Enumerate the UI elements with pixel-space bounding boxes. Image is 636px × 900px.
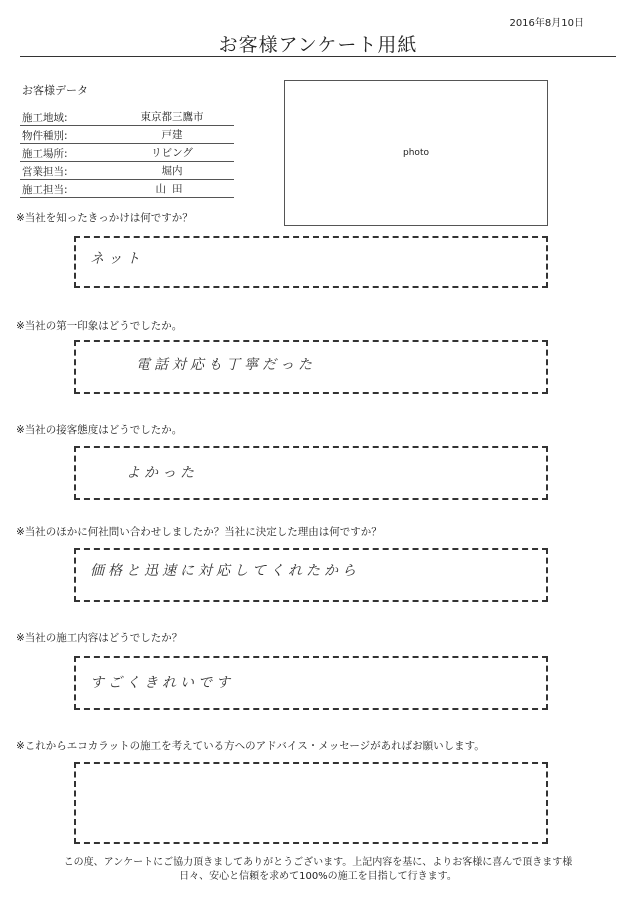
survey-date: 2016年8月10日 [509,18,584,29]
question-4: ※当社のほかに何社問い合わせしましたか？当社に決定した理由は何ですか？ [16,526,382,538]
answer-text: 価格と迅速に対応してくれたから [90,563,360,579]
question-1: ※当社を知ったきっかけは何ですか？ [16,212,193,224]
customer-data-table [20,108,234,198]
answer-text: すごくきれいです [90,675,234,691]
answer-box-3 [74,446,548,500]
answer-box-5 [74,656,548,710]
answer-box-1 [74,236,548,288]
info-value: 堀内 [161,165,183,177]
info-label: 施工地域: [22,112,68,124]
title-divider [20,56,616,57]
info-row-installer [20,180,234,198]
info-value: 東京都三鷹市 [140,111,204,123]
answer-box-6 [74,762,548,844]
info-row-area [20,108,234,126]
customer-data-heading: お客様データ [22,84,88,97]
info-value: 山田 [155,183,189,195]
question-3: ※当社の接客態度はどうでしたか。 [16,424,183,436]
footer-message [0,856,636,884]
info-label: 施工場所: [22,148,68,160]
photo-box [284,80,548,226]
answer-box-4 [74,548,548,602]
info-row-sales-rep [20,162,234,180]
info-label: 物件種別: [22,130,68,142]
footer-line-1: この度、アンケートにご協力頂きましてありがとうございます。上記内容を基に、よりお客様に喜んで頂きます様 [63,857,573,868]
question-6: ※これからエコカラットの施工を考えている方へのアドバイス・メッセージがあればお願いします。 [16,740,485,752]
photo-label: photo [403,148,429,158]
info-row-location [20,144,234,162]
info-row-property-type [20,126,234,144]
question-2: ※当社の第一印象はどうでしたか。 [16,320,183,332]
page-title: お客様アンケート用紙 [218,34,418,56]
footer-line-2: 日々、安心と信頼を求めて100%の施工を目指して行きます。 [179,871,457,882]
info-label: 営業担当: [22,166,68,178]
info-label: 施工担当: [22,184,68,196]
question-5: ※当社の施工内容はどうでしたか？ [16,632,183,644]
answer-box-2 [74,340,548,394]
info-value: 戸建 [161,129,183,141]
info-value: リビング [151,147,193,159]
answer-text: よかった [126,465,198,481]
answer-text: 電話対応も丁寧だった [136,357,316,373]
answer-text: ネット [90,251,144,267]
